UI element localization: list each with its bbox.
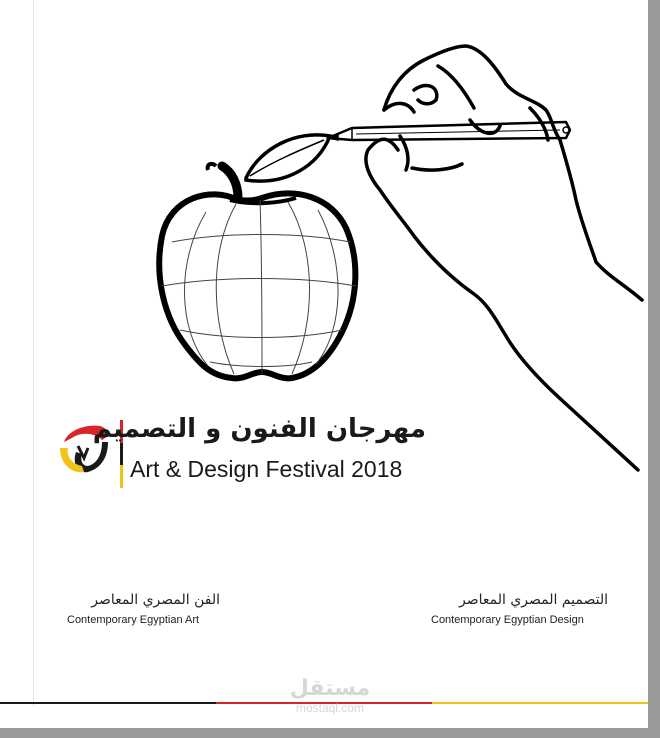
viewer-frame-right bbox=[648, 0, 660, 738]
caption-art-english: Contemporary Egyptian Art bbox=[67, 614, 200, 626]
pencil-icon bbox=[328, 122, 570, 140]
flag-black bbox=[120, 443, 123, 466]
viewer-frame-bottom bbox=[0, 728, 660, 738]
caption-design-arabic: التصميم المصري المعاصر bbox=[458, 592, 608, 608]
caption-art-arabic: الفن المصري المعاصر bbox=[91, 592, 220, 608]
watermark bbox=[282, 676, 378, 714]
watermark-english: mostaql.com bbox=[295, 701, 365, 715]
flag-yellow bbox=[120, 465, 123, 488]
watermark-arabic: مستقل bbox=[289, 676, 371, 701]
festival-title-english: Art & Design Festival 2018 bbox=[130, 456, 403, 482]
hand-icon bbox=[366, 46, 642, 470]
caption-design-english: Contemporary Egyptian Design bbox=[431, 614, 584, 626]
bottom-rule-black bbox=[0, 702, 216, 704]
apple-icon bbox=[159, 135, 356, 378]
bottom-rule-yellow bbox=[432, 702, 648, 704]
festival-title-arabic: مهرجان الفنون و التصميم bbox=[92, 414, 426, 444]
